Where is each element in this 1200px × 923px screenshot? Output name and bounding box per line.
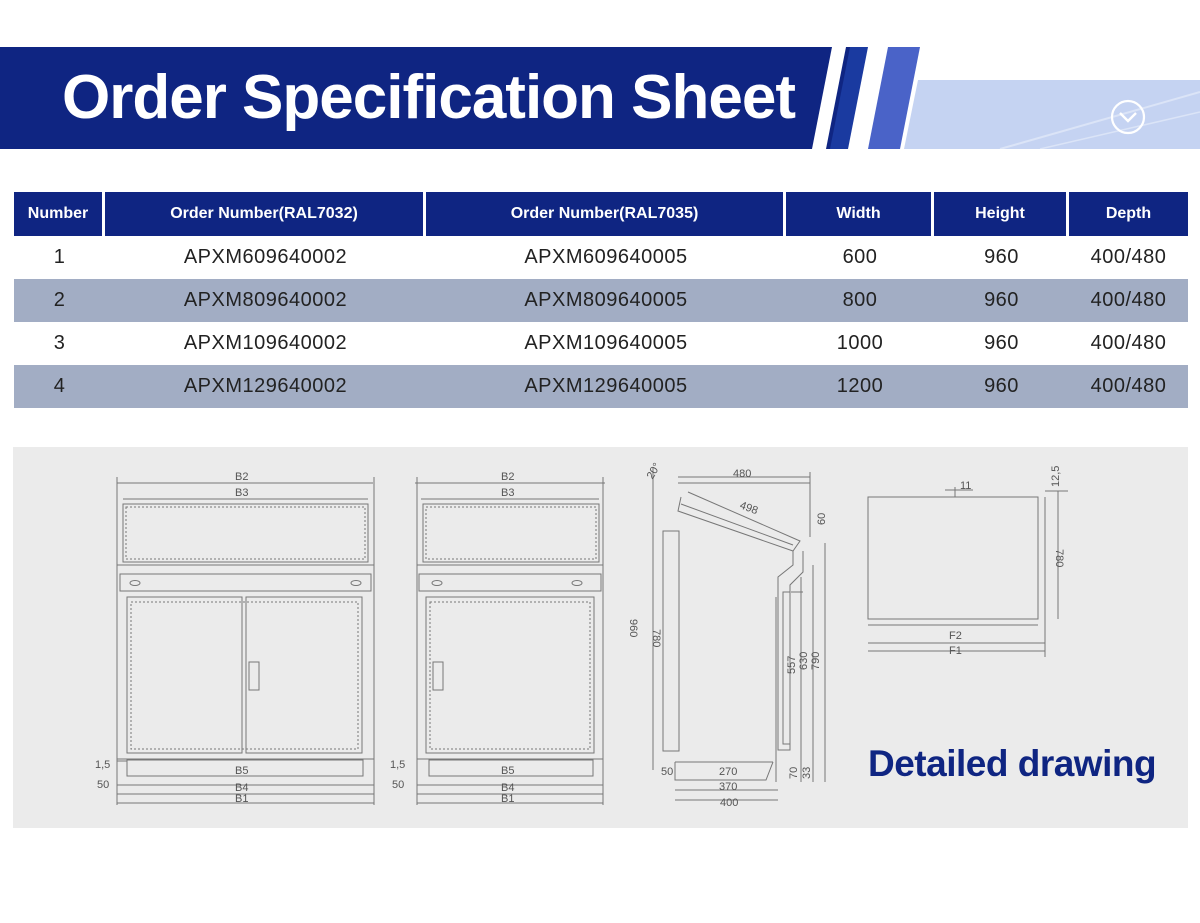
table-header-row xyxy=(14,192,1188,236)
side-view xyxy=(653,467,825,800)
cell-depth: 400/480 xyxy=(1090,332,1167,354)
dim-50-single: 50 xyxy=(392,779,405,791)
col-header-order-ral7035: Order Number(RAL7035) xyxy=(426,192,786,236)
cell-width: 800 xyxy=(786,279,934,322)
dim-plate-780: 780 xyxy=(1053,549,1065,568)
cell-width: 1000 xyxy=(836,332,884,354)
col-header-order-ral7032: Order Number(RAL7032) xyxy=(105,192,426,236)
dim-b2-single: B2 xyxy=(501,471,515,483)
col-header-number: Number xyxy=(14,192,105,236)
col-header-height: Height xyxy=(934,192,1069,236)
cell-order-ral7035: APXM809640005 xyxy=(426,279,786,322)
dim-15-single: 1,5 xyxy=(390,759,406,771)
cell-number: 1 xyxy=(53,246,66,268)
dim-side-60: 60 xyxy=(816,512,828,525)
dim-plate-f2: F2 xyxy=(949,630,962,642)
dim-b2-double: B2 xyxy=(235,471,249,483)
cell-width: 600 xyxy=(842,246,878,268)
cell-order-ral7035: APXM109640005 xyxy=(524,332,688,354)
dim-side-780: 780 xyxy=(650,629,662,648)
dim-side-557: 557 xyxy=(786,655,798,674)
dim-side-630: 630 xyxy=(798,651,810,670)
cell-order-ral7032: APXM109640002 xyxy=(183,332,348,354)
dim-15-double: 1,5 xyxy=(95,759,111,771)
cell-depth: 400/480 xyxy=(1090,246,1167,268)
dim-b3-single: B3 xyxy=(501,487,515,499)
cell-order-ral7032: APXM129640002 xyxy=(105,365,426,408)
dim-plate-125: 12,5 xyxy=(1050,465,1062,487)
dim-side-50: 50 xyxy=(661,766,674,778)
chevron-down-icon[interactable] xyxy=(1110,99,1146,135)
cell-height: 960 xyxy=(984,332,1019,354)
dim-side-790: 790 xyxy=(810,651,822,670)
cell-width: 1200 xyxy=(786,365,934,408)
cell-number: 4 xyxy=(14,365,105,408)
table-row xyxy=(14,322,1188,365)
header-banner xyxy=(0,47,1200,149)
dim-side-370: 370 xyxy=(719,781,738,793)
dim-side-498: 498 xyxy=(738,499,760,518)
cell-height: 960 xyxy=(934,365,1069,408)
drawing-caption: Detailed drawing xyxy=(868,743,1157,784)
col-header-depth: Depth xyxy=(1069,192,1188,236)
table-row xyxy=(14,365,1188,408)
cell-number: 2 xyxy=(14,279,105,322)
dim-side-70: 70 xyxy=(788,766,800,779)
dim-side-400: 400 xyxy=(720,797,739,809)
page-title: Order Specification Sheet xyxy=(62,63,795,132)
dim-side-angle: 20° xyxy=(644,461,664,482)
cell-order-ral7032: APXM609640002 xyxy=(183,246,348,268)
cell-order-ral7032: APXM809640002 xyxy=(105,279,426,322)
dim-plate-f1: F1 xyxy=(949,645,962,657)
dim-side-960: 960 xyxy=(627,619,639,638)
cell-depth: 400/480 xyxy=(1069,365,1188,408)
dim-plate-11: 11 xyxy=(960,480,972,492)
dim-b4-double: B4 xyxy=(235,782,249,794)
cell-order-ral7035: APXM129640005 xyxy=(426,365,786,408)
dim-b1-single: B1 xyxy=(501,793,515,805)
cell-depth: 400/480 xyxy=(1069,279,1188,322)
col-header-width: Width xyxy=(786,192,934,236)
cell-order-ral7035: APXM609640005 xyxy=(524,246,688,268)
dim-50-double: 50 xyxy=(97,779,110,791)
spec-table xyxy=(14,192,1188,408)
dim-b1-double: B1 xyxy=(235,793,249,805)
dim-b5-double: B5 xyxy=(235,765,249,777)
dim-b4-single: B4 xyxy=(501,782,515,794)
table-row xyxy=(14,279,1188,322)
dim-side-33: 33 xyxy=(801,766,813,779)
dim-side-270: 270 xyxy=(719,766,738,778)
cell-number: 3 xyxy=(53,332,66,354)
table-row xyxy=(14,236,1188,279)
drawing-panel xyxy=(13,447,1188,828)
dim-b5-single: B5 xyxy=(501,765,515,777)
mounting-plate-view xyxy=(868,487,1068,657)
front-view-single xyxy=(415,477,605,805)
dim-b3-double: B3 xyxy=(235,487,249,499)
cell-height: 960 xyxy=(934,279,1069,322)
cell-height: 960 xyxy=(984,246,1019,268)
front-view-double xyxy=(117,477,374,805)
dim-side-480: 480 xyxy=(733,468,752,480)
